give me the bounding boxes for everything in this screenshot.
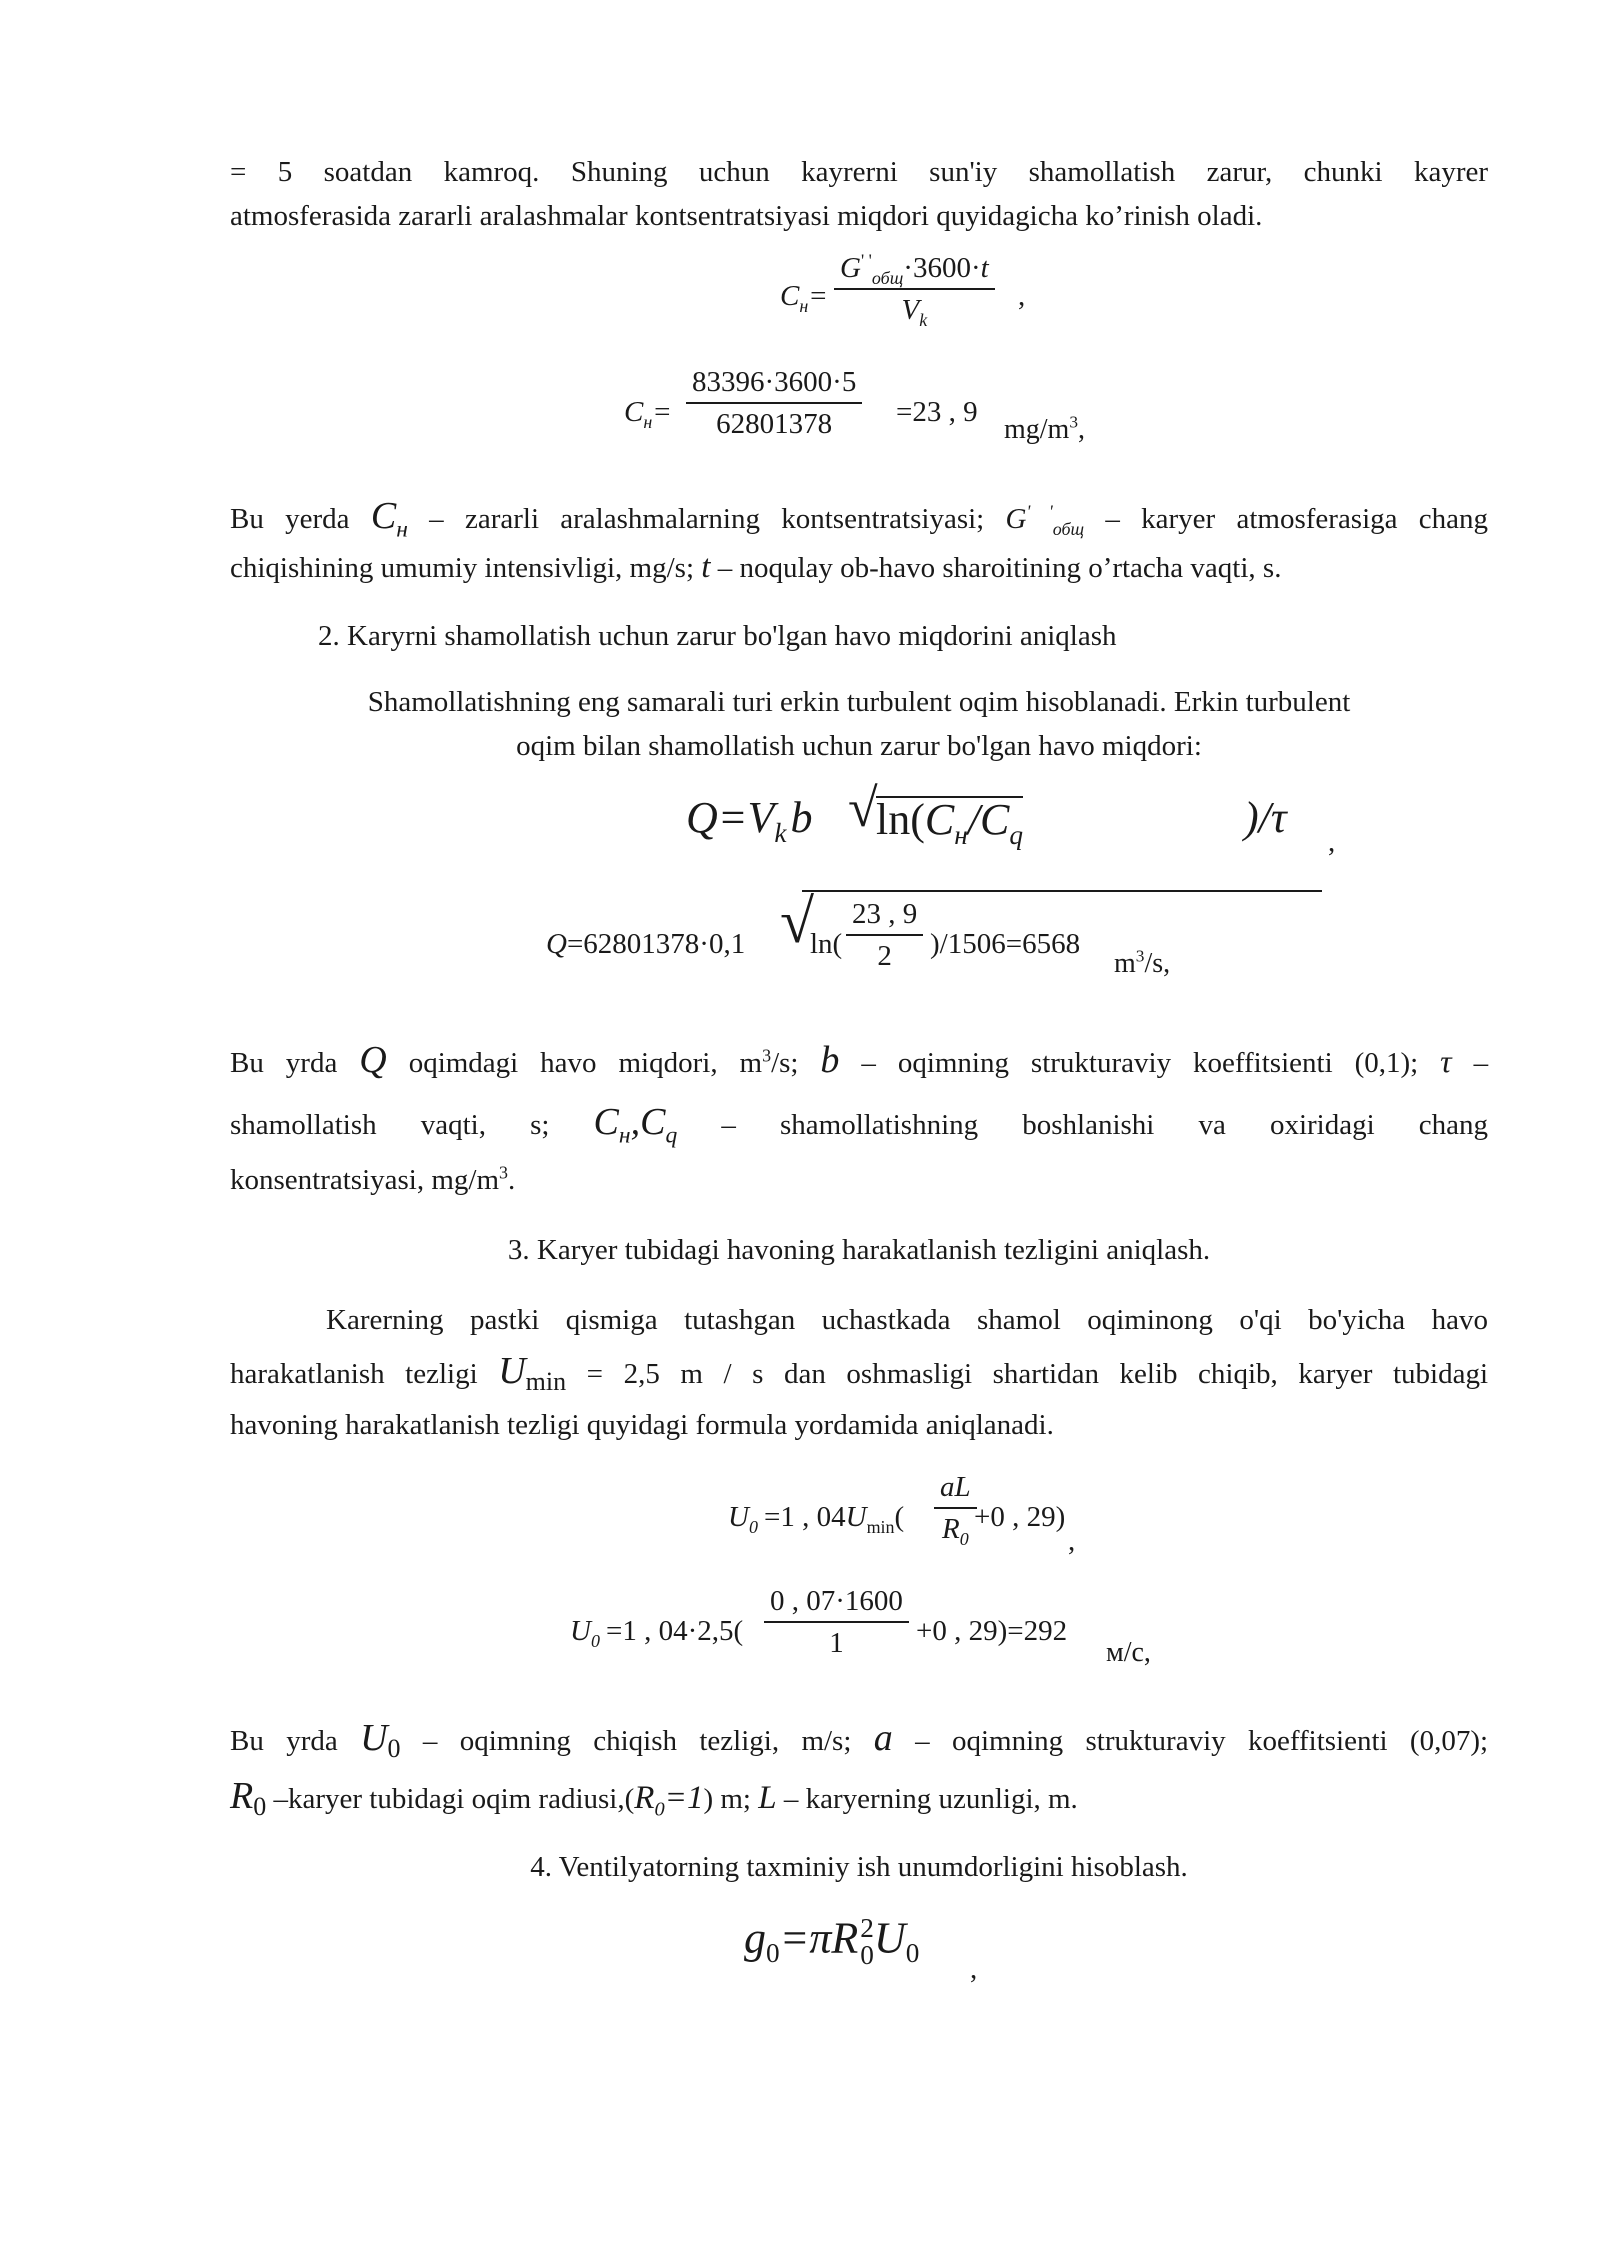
section-heading-4: 4. Ventilyatorning taxminiy ish unumdorligini hisoblash.	[530, 1851, 1188, 1883]
formula-air-quantity: $Q=V_kb$ √ $\ln(C_н/C_q$ )/τ ,	[686, 778, 1336, 858]
formula-velocity-general: $U_0$ =1 , $04U_{min}$( $\frac{aL}{R_0}$ +0 , 29) ,	[230, 1465, 1488, 1565]
fraction: $\frac{23 , 9}{2}$	[846, 894, 923, 976]
paragraph-5-line-3: havoning harakatlanish tezligi quyidagi formula yordamida aniqlanadi.	[230, 1409, 1054, 1441]
fraction: $\frac{0 , 07\cdot 1600}{1}$	[764, 1581, 909, 1663]
paragraph-2-line-1: Bu yerda $C_н$ – zararli aralashmalarning kontsentratsiyasi; $G^{' '}_{общ}$ – karyer atmosferasiga chang	[230, 495, 1489, 543]
paragraph-4-line-3: konsentratsiyasi, $mg/m^3$.	[230, 1162, 516, 1196]
paragraph-5-line-2: harakatlanish tezligi $U_{min} = 2,5$ m / s dan oshmasligi shartidan kelib chiqib, karyer tubidagi	[230, 1350, 1489, 1396]
formula-concentration-general: $C_н=$ $G^{' '}_{общ}\cdot 3600\cdot t$ $V_k$ ,	[230, 248, 1488, 344]
fraction: $\frac{83396\cdot 3600\cdot 5}{62801378}$	[686, 362, 862, 444]
fraction: $G^{' '}_{общ}\cdot 3600\cdot t$ $V_k$	[834, 248, 995, 330]
paragraph-4-line-1: Bu yrda Q oqimdagi havo miqdori, $m^3/s$; b – oqimning strukturaviy koeffitsienti (0,1); τ –	[230, 1039, 1489, 1081]
paragraph-1-line-2: atmosferasida zararli aralashmalar kontsentratsiyasi miqdori quyidagicha ko’rinish oladi.	[230, 200, 1263, 232]
paragraph-2-line-2: chiqishining umumiy intensivligi, mg/s; t – noqulay ob-havo sharoitining o’rtacha vaqti, s.	[230, 549, 1282, 585]
paragraph-6-line-1: Bu yrda $U_0$ – oqimning chiqish tezligi, m/s; a – oqimning strukturaviy koeffitsienti (0,07);	[230, 1717, 1489, 1763]
formula-concentration-value: $C_н=$ $\frac{83396\cdot 3600\cdot 5}{62801378}$ =23 , 9 $mg/m^3$,	[230, 360, 1488, 464]
formula-velocity-value: $U_0$ =1 , 04·2,5( $\frac{0 , 07\cdot 1600}{1}$ +0 , 29)=292 м/с,	[230, 1575, 1488, 1679]
formula-air-quantity-value: Q=62801378·0,1 √ ln( $\frac{23 , 9}{2}$ )/1506=6568 $m^3/s$,	[230, 890, 1488, 1000]
paragraph-1-line-1: = 5 soatdan kamroq. Shuning uchun kayrerni sun'iy shamollatish zarur, chunki kayrer	[230, 156, 1488, 188]
document-page	[230, 150, 1488, 1993]
paragraph-3-line-1: Shamollatishning eng samarali turi erkin turbulent oqim hisoblanadi. Erkin turbulent	[367, 686, 1351, 718]
paragraph-6-line-2: $R_0$ –karyer tubidagi oqim $radiusi,(R_0=1)$ m; L – karyerning uzunligi, m.	[230, 1775, 1078, 1821]
formula-fan-capacity: $g_0=\pi R$ 2 0 $U_0$ ,	[744, 1913, 978, 1985]
fraction: $\frac{aL}{R_0}$	[934, 1467, 977, 1549]
section-heading-2: 2. Karyrni shamollatish uchun zarur bo'lgan havo miqdorini aniqlash	[318, 620, 1117, 652]
paragraph-5-line-1: Karerning pastki qismiga tutashgan uchastkada shamol oqiminong o'qi bo'yicha havo	[326, 1304, 1488, 1336]
paragraph-3-line-2: oqim bilan shamollatish uchun zarur bo'lgan havo miqdori:	[516, 730, 1202, 762]
section-heading-3: 3. Karyer tubidagi havoning harakatlanish tezligini aniqlash.	[507, 1234, 1211, 1266]
paragraph-4-line-2: shamollatish vaqti, s; $C_н,C_q$ – shamollatishning boshlanishi va oxiridagi chang	[230, 1101, 1489, 1149]
